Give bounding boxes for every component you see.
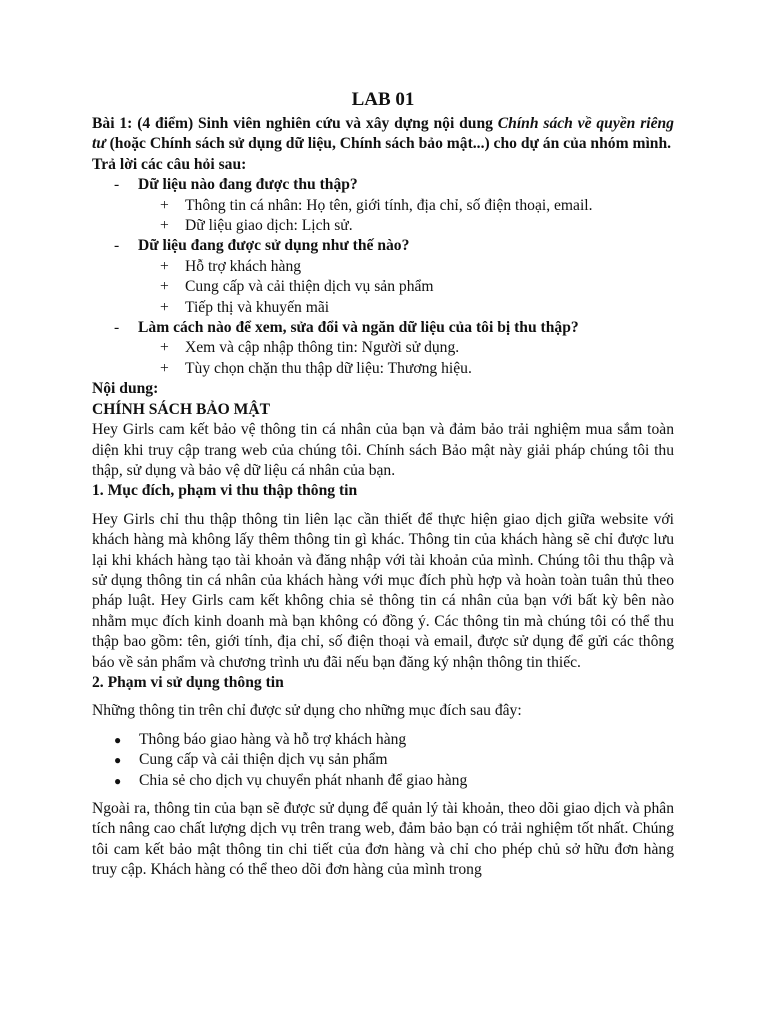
list-item [114,730,674,750]
answer-item [160,338,674,358]
question-block [92,236,674,318]
dash-marker: - [114,319,120,337]
question-item [114,175,674,195]
content-label: Nội dung: [92,380,159,398]
bullet-icon: ● [114,753,122,768]
list-item [114,750,674,770]
question-block [92,318,674,379]
policy-title: CHÍNH SÁCH BẢO MẬT [92,400,271,418]
lab-title: LAB 01 [351,89,415,110]
plus-marker: + [160,257,169,275]
plus-marker: + [160,359,169,377]
list-item-text: Cung cấp và cải thiện dịch vụ sản phẩm [139,751,388,769]
dash-marker: - [114,237,120,255]
plus-marker: + [160,217,169,235]
question-text: Dữ liệu đang được sử dụng như thế nào? [138,237,410,255]
answer-item [160,298,674,318]
question-item [114,236,674,256]
plus-marker: + [160,278,169,296]
list-item-text: Chia sẻ cho dịch vụ chuyển phát nhanh để giao hàng [139,771,468,789]
answer-item [160,277,674,297]
answer-text: Xem và cập nhập thông tin: Người sử dụng. [185,339,460,357]
question-text: Làm cách nào để xem, sửa đổi và ngăn dữ liệu của tôi bị thu thập? [138,319,579,337]
task-italic: Chính sách về quyền riêng tư [92,115,674,153]
plus-marker: + [160,298,169,316]
answer-item [160,257,674,277]
answer-item [160,216,674,236]
bullet-icon: ● [114,773,122,788]
task-statement [92,114,674,155]
answer-item [160,359,674,379]
dash-marker: - [114,176,120,194]
section-1-paragraph: Hey Girls chỉ thu thập thông tin liên lạc cần thiết để thực hiện giao dịch giữa website với khách hàng mà không lấy thêm thông tin gì khác. Thông tin của khách hàng sẽ chỉ được lưu lại khi khách hàng tạo tài khoản và đăng nhập với tài khoản của mình. Chúng tôi thu thập và sử dụng thông tin cá nhân của khách hàng với mục đích phù hợp và hoàn toàn tuân thủ theo pháp luật. Hey Girls cam kết không chia sẻ thông tin cá nhân của bạn với bất kỳ bên nào nhằm mục đích kinh doanh mà bạn không có đồng ý. Các thông tin mà chúng tôi có thể thu thập bao gồm: tên, giới tính, địa chỉ, số điện thoại và email, được sử dụng để gửi các thông báo về sản phẩm và chương trình ưu đãi nếu bạn đăng ký nhận thông tin thiếc. [92,510,674,671]
list-item-text: Thông báo giao hàng và hỗ trợ khách hàng [139,730,407,748]
questions-intro: Trả lời các câu hỏi sau: [92,155,247,173]
document-body [92,88,674,881]
answer-text: Thông tin cá nhân: Họ tên, giới tính, địa chỉ, số điện thoại, email. [185,196,593,214]
section-2-paragraph: Ngoài ra, thông tin của bạn sẽ được sử dụng để quản lý tài khoản, theo dõi giao dịch và phân tích nâng cao chất lượng dịch vụ trên trang web, đảm bảo bạn có trải nghiệm tốt nhất. Chúng tôi cam kết bảo mật thông tin chi tiết của đơn hàng và chỉ cho phép chủ sở hữu đơn hàng truy cập. Khách hàng có thể theo dõi đơn hàng của mình trong [92,800,674,879]
bullet-icon: ● [114,732,122,747]
question-text: Dữ liệu nào đang được thu thập? [138,176,358,194]
intro-paragraph: Hey Girls cam kết bảo vệ thông tin cá nhân của bạn và đảm bảo trải nghiệm mua sắm toàn diện khi truy cập trang web của chúng tôi. Chính sách Bảo mật này giải pháp chúng tôi thu thập, sử dụng và bảo vệ dữ liệu cá nhân của bạn. [92,421,674,479]
plus-marker: + [160,339,169,357]
task-label: Bài 1: [92,115,133,132]
question-block [92,175,674,236]
list-item [114,771,674,791]
answer-item [160,196,674,216]
section-1-heading: 1. Mục đích, phạm vi thu thập thông tin [92,482,358,500]
section-2-heading: 2. Phạm vi sử dụng thông tin [92,673,284,691]
answer-text: Cung cấp và cải thiện dịch vụ sản phẩm [185,278,434,296]
answer-text: Tùy chọn chặn thu thập dữ liệu: Thương hiệu. [185,359,472,377]
question-item [114,318,674,338]
answer-text: Tiếp thị và khuyến mãi [185,298,330,316]
bullet-list [92,730,674,791]
task-text: (4 điểm) Sinh viên nghiên cứu và xây dựng nội dung [137,115,493,132]
answer-text: Dữ liệu giao dịch: Lịch sử. [185,217,353,235]
section-2-intro: Những thông tin trên chỉ được sử dụng cho những mục đích sau đây: [92,702,522,720]
answer-text: Hỗ trợ khách hàng [185,257,302,275]
task-rest: (hoặc Chính sách sử dụng dữ liệu, Chính sách bảo mật...) cho dự án của nhóm mình. [109,135,672,153]
plus-marker: + [160,196,169,214]
